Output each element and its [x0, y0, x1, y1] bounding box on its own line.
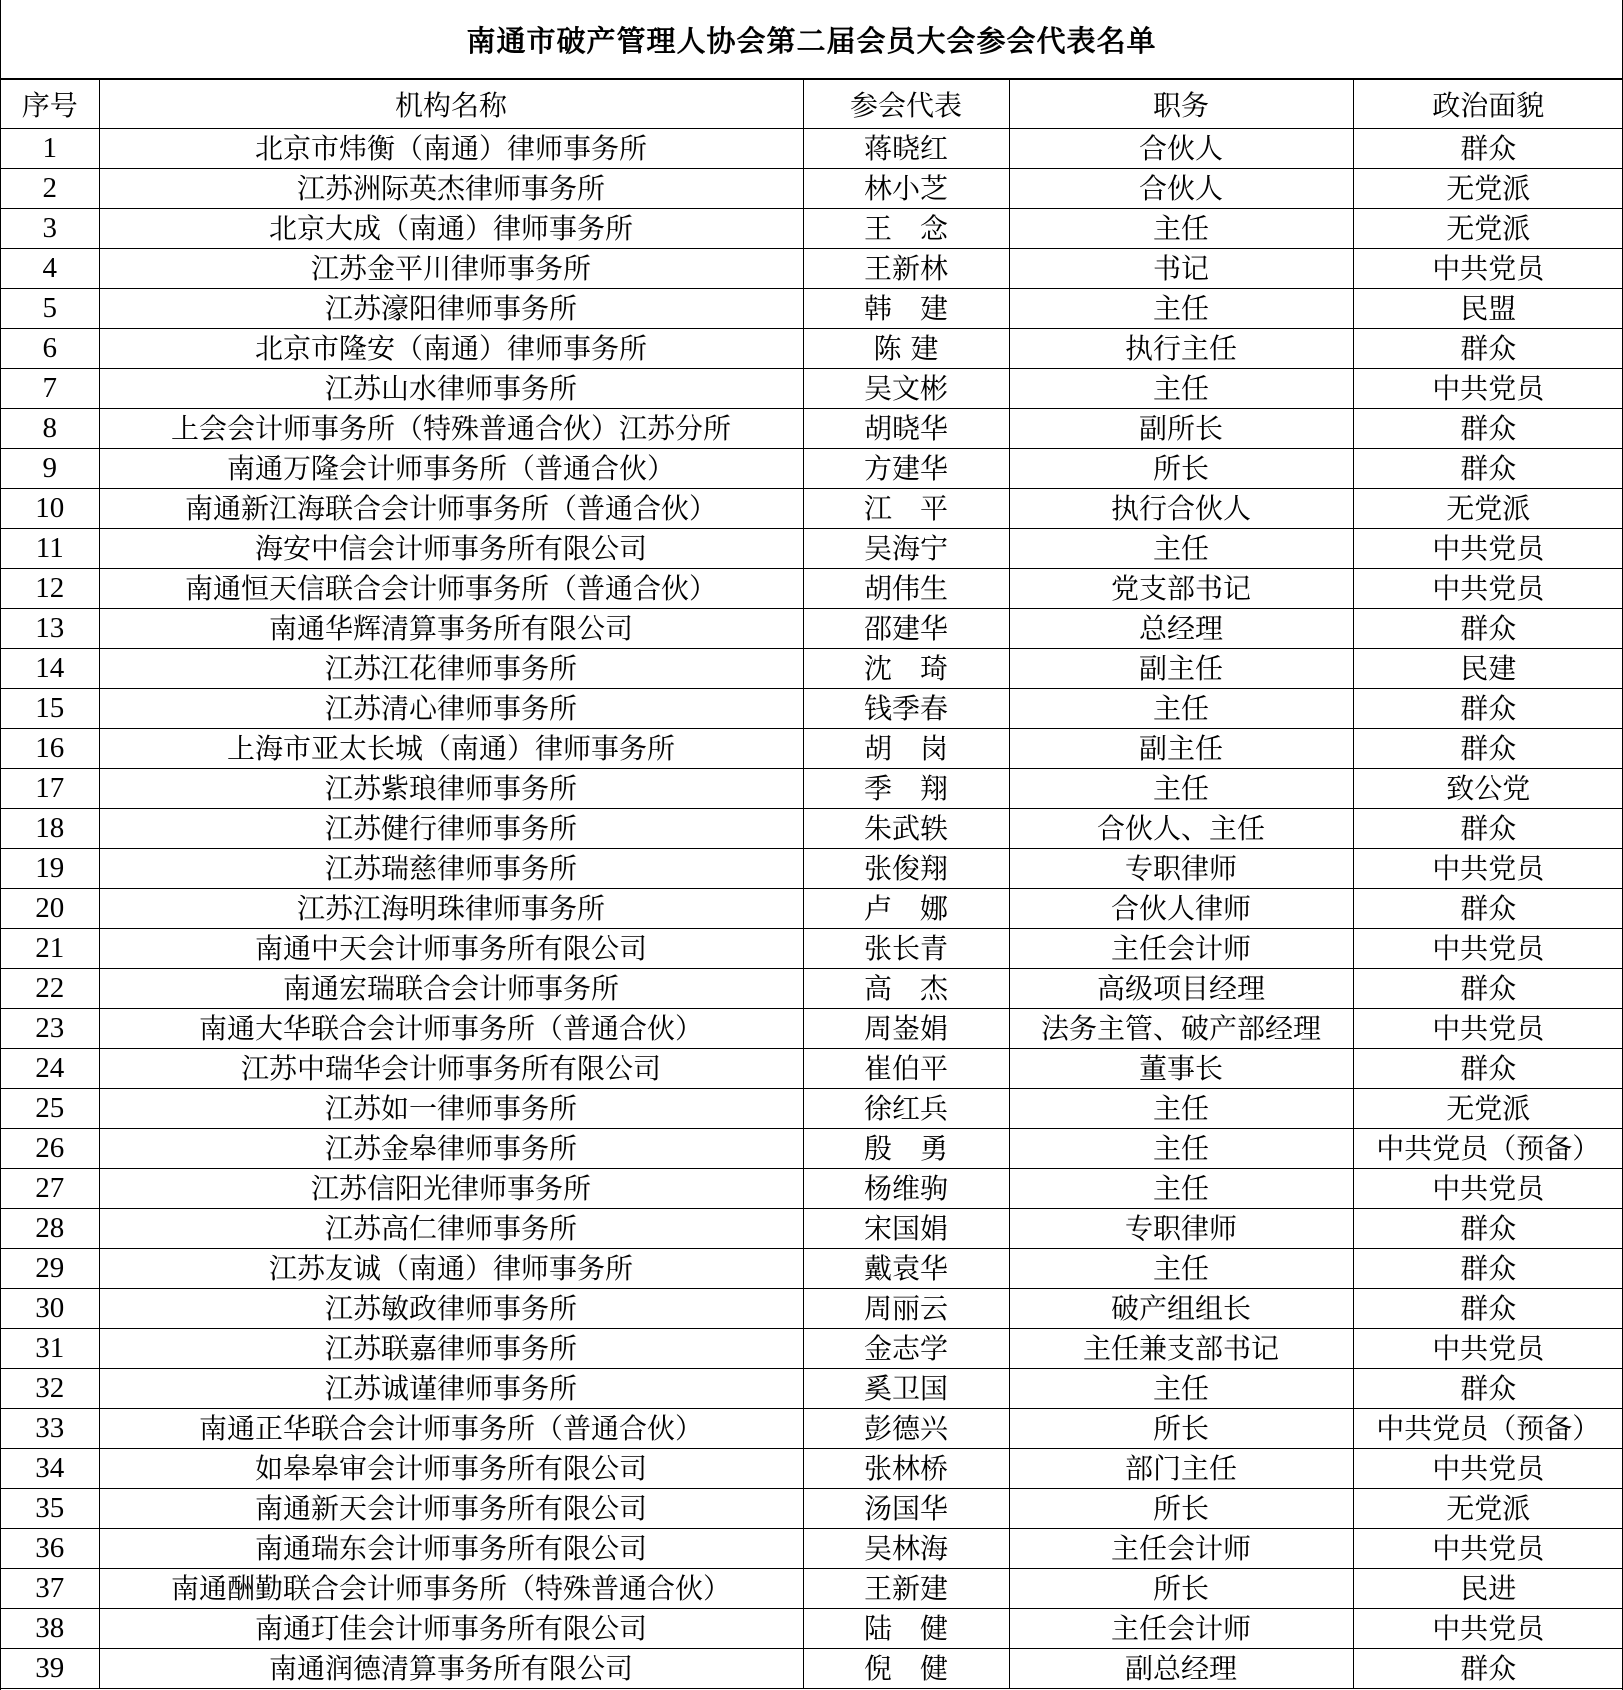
organization-name-cell: 南通正华联合会计师事务所（普通合伙） — [99, 1409, 803, 1449]
table-row — [1, 1569, 1623, 1609]
political-affiliation-cell: 群众 — [1353, 329, 1623, 369]
table-row — [1, 729, 1623, 769]
organization-name-cell: 江苏瑞慈律师事务所 — [99, 849, 803, 889]
position-cell: 合伙人律师 — [1009, 889, 1353, 929]
table-row — [1, 169, 1623, 209]
position-cell: 副总经理 — [1009, 1649, 1353, 1689]
table-row — [1, 1369, 1623, 1409]
political-affiliation-cell: 群众 — [1353, 409, 1623, 449]
serial-number-cell: 21 — [1, 929, 99, 969]
table-row — [1, 409, 1623, 449]
position-cell: 主任 — [1009, 1129, 1353, 1169]
position-cell: 党支部书记 — [1009, 569, 1353, 609]
political-affiliation-cell: 群众 — [1353, 129, 1623, 169]
political-affiliation-cell: 中共党员 — [1353, 1169, 1623, 1209]
serial-number-cell: 39 — [1, 1649, 99, 1689]
delegate-cell: 吴林海 — [803, 1529, 1009, 1569]
table-row — [1, 129, 1623, 169]
table-row — [1, 1129, 1623, 1169]
serial-number-cell: 17 — [1, 769, 99, 809]
serial-number-cell: 37 — [1, 1569, 99, 1609]
delegate-cell: 韩 建 — [803, 289, 1009, 329]
delegate-cell: 倪 健 — [803, 1649, 1009, 1689]
delegate-cell: 胡伟生 — [803, 569, 1009, 609]
position-cell: 副主任 — [1009, 729, 1353, 769]
serial-number-cell: 14 — [1, 649, 99, 689]
delegate-cell: 胡晓华 — [803, 409, 1009, 449]
delegate-cell: 崔伯平 — [803, 1049, 1009, 1089]
position-cell: 所长 — [1009, 1409, 1353, 1449]
table-row — [1, 369, 1623, 409]
table-row — [1, 1089, 1623, 1129]
political-affiliation-cell: 群众 — [1353, 889, 1623, 929]
serial-number-cell: 11 — [1, 529, 99, 569]
organization-name-cell: 江苏江海明珠律师事务所 — [99, 889, 803, 929]
political-affiliation-cell: 群众 — [1353, 1289, 1623, 1329]
header-delegate: 参会代表 — [803, 80, 1009, 129]
table-row — [1, 449, 1623, 489]
organization-name-cell: 江苏诚谨律师事务所 — [99, 1369, 803, 1409]
position-cell: 法务主管、破产部经理 — [1009, 1009, 1353, 1049]
position-cell: 破产组组长 — [1009, 1289, 1353, 1329]
table-row — [1, 1249, 1623, 1289]
delegate-cell: 宋国娟 — [803, 1209, 1009, 1249]
political-affiliation-cell: 群众 — [1353, 689, 1623, 729]
table-row — [1, 609, 1623, 649]
table-row — [1, 1409, 1623, 1449]
position-cell: 总经理 — [1009, 609, 1353, 649]
serial-number-cell: 2 — [1, 169, 99, 209]
organization-name-cell: 北京市炜衡（南通）律师事务所 — [99, 129, 803, 169]
delegate-cell: 金志学 — [803, 1329, 1009, 1369]
serial-number-cell: 6 — [1, 329, 99, 369]
table-row — [1, 1289, 1623, 1329]
serial-number-cell: 18 — [1, 809, 99, 849]
table-row — [1, 1649, 1623, 1689]
serial-number-cell: 10 — [1, 489, 99, 529]
position-cell: 董事长 — [1009, 1049, 1353, 1089]
political-affiliation-cell: 中共党员 — [1353, 849, 1623, 889]
political-affiliation-cell: 群众 — [1353, 1649, 1623, 1689]
organization-name-cell: 如皋皋审会计师事务所有限公司 — [99, 1449, 803, 1489]
political-affiliation-cell: 群众 — [1353, 729, 1623, 769]
organization-name-cell: 南通大华联合会计师事务所（普通合伙） — [99, 1009, 803, 1049]
organization-name-cell: 江苏健行律师事务所 — [99, 809, 803, 849]
position-cell: 主任兼支部书记 — [1009, 1329, 1353, 1369]
position-cell: 主任 — [1009, 1169, 1353, 1209]
organization-name-cell: 江苏山水律师事务所 — [99, 369, 803, 409]
table-row — [1, 1609, 1623, 1649]
table-row — [1, 329, 1623, 369]
position-cell: 主任 — [1009, 689, 1353, 729]
serial-number-cell: 20 — [1, 889, 99, 929]
delegate-cell: 周崟娟 — [803, 1009, 1009, 1049]
delegate-cell: 林小芝 — [803, 169, 1009, 209]
political-affiliation-cell: 民盟 — [1353, 289, 1623, 329]
table-row — [1, 969, 1623, 1009]
serial-number-cell: 24 — [1, 1049, 99, 1089]
organization-name-cell: 南通瑞东会计师事务所有限公司 — [99, 1529, 803, 1569]
header-row — [1, 80, 1623, 129]
serial-number-cell: 30 — [1, 1289, 99, 1329]
organization-name-cell: 南通新江海联合会计师事务所（普通合伙） — [99, 489, 803, 529]
political-affiliation-cell: 中共党员 — [1353, 249, 1623, 289]
serial-number-cell: 8 — [1, 409, 99, 449]
serial-number-cell: 12 — [1, 569, 99, 609]
political-affiliation-cell: 无党派 — [1353, 1089, 1623, 1129]
serial-number-cell: 34 — [1, 1449, 99, 1489]
organization-name-cell: 江苏清心律师事务所 — [99, 689, 803, 729]
delegate-cell: 张俊翔 — [803, 849, 1009, 889]
organization-name-cell: 南通中天会计师事务所有限公司 — [99, 929, 803, 969]
serial-number-cell: 35 — [1, 1489, 99, 1529]
organization-name-cell: 江苏洲际英杰律师事务所 — [99, 169, 803, 209]
position-cell: 副主任 — [1009, 649, 1353, 689]
serial-number-cell: 38 — [1, 1609, 99, 1649]
position-cell: 主任 — [1009, 769, 1353, 809]
position-cell: 专职律师 — [1009, 1209, 1353, 1249]
delegate-cell: 沈 琦 — [803, 649, 1009, 689]
organization-name-cell: 江苏江花律师事务所 — [99, 649, 803, 689]
delegate-cell: 王新建 — [803, 1569, 1009, 1609]
table-row — [1, 209, 1623, 249]
table-row — [1, 1049, 1623, 1089]
organization-name-cell: 南通华辉清算事务所有限公司 — [99, 609, 803, 649]
serial-number-cell: 7 — [1, 369, 99, 409]
position-cell: 合伙人 — [1009, 169, 1353, 209]
serial-number-cell: 13 — [1, 609, 99, 649]
table-row — [1, 1329, 1623, 1369]
serial-number-cell: 5 — [1, 289, 99, 329]
political-affiliation-cell: 无党派 — [1353, 209, 1623, 249]
organization-name-cell: 江苏联嘉律师事务所 — [99, 1329, 803, 1369]
delegate-cell: 江 平 — [803, 489, 1009, 529]
header-position: 职务 — [1009, 80, 1353, 129]
delegate-cell: 季 翔 — [803, 769, 1009, 809]
table-row — [1, 1169, 1623, 1209]
position-cell: 主任 — [1009, 369, 1353, 409]
delegate-cell: 杨维驹 — [803, 1169, 1009, 1209]
serial-number-cell: 19 — [1, 849, 99, 889]
organization-name-cell: 江苏高仁律师事务所 — [99, 1209, 803, 1249]
position-cell: 执行主任 — [1009, 329, 1353, 369]
serial-number-cell: 27 — [1, 1169, 99, 1209]
table-row — [1, 289, 1623, 329]
document-title: 南通市破产管理人协会第二届会员大会参会代表名单 — [1, 0, 1622, 80]
table-row — [1, 1529, 1623, 1569]
position-cell: 所长 — [1009, 1569, 1353, 1609]
organization-name-cell: 上海市亚太长城（南通）律师事务所 — [99, 729, 803, 769]
serial-number-cell: 23 — [1, 1009, 99, 1049]
political-affiliation-cell: 群众 — [1353, 969, 1623, 1009]
serial-number-cell: 26 — [1, 1129, 99, 1169]
position-cell: 主任 — [1009, 289, 1353, 329]
political-affiliation-cell: 中共党员 — [1353, 569, 1623, 609]
position-cell: 主任会计师 — [1009, 1529, 1353, 1569]
political-affiliation-cell: 无党派 — [1353, 489, 1623, 529]
serial-number-cell: 33 — [1, 1409, 99, 1449]
delegate-cell: 方建华 — [803, 449, 1009, 489]
position-cell: 书记 — [1009, 249, 1353, 289]
political-affiliation-cell: 中共党员（预备） — [1353, 1129, 1623, 1169]
position-cell: 部门主任 — [1009, 1449, 1353, 1489]
serial-number-cell: 16 — [1, 729, 99, 769]
political-affiliation-cell: 民进 — [1353, 1569, 1623, 1609]
political-affiliation-cell: 群众 — [1353, 1249, 1623, 1289]
position-cell: 主任 — [1009, 209, 1353, 249]
organization-name-cell: 江苏金平川律师事务所 — [99, 249, 803, 289]
serial-number-cell: 29 — [1, 1249, 99, 1289]
political-affiliation-cell: 中共党员 — [1353, 929, 1623, 969]
table-row — [1, 889, 1623, 929]
header-political-affiliation: 政治面貌 — [1353, 80, 1623, 129]
organization-name-cell: 江苏信阳光律师事务所 — [99, 1169, 803, 1209]
political-affiliation-cell: 中共党员 — [1353, 1009, 1623, 1049]
delegate-cell: 戴袁华 — [803, 1249, 1009, 1289]
delegate-cell: 王 念 — [803, 209, 1009, 249]
political-affiliation-cell: 中共党员 — [1353, 1529, 1623, 1569]
political-affiliation-cell: 民建 — [1353, 649, 1623, 689]
position-cell: 主任会计师 — [1009, 1609, 1353, 1649]
serial-number-cell: 1 — [1, 129, 99, 169]
delegate-cell: 王新林 — [803, 249, 1009, 289]
delegate-cell: 周丽云 — [803, 1289, 1009, 1329]
delegate-cell: 徐红兵 — [803, 1089, 1009, 1129]
organization-name-cell: 南通玎佳会计师事务所有限公司 — [99, 1609, 803, 1649]
delegate-cell: 殷 勇 — [803, 1129, 1009, 1169]
organization-name-cell: 北京市隆安（南通）律师事务所 — [99, 329, 803, 369]
table-row — [1, 489, 1623, 529]
position-cell: 合伙人 — [1009, 129, 1353, 169]
political-affiliation-cell: 群众 — [1353, 809, 1623, 849]
header-organization-name: 机构名称 — [99, 80, 803, 129]
political-affiliation-cell: 群众 — [1353, 1209, 1623, 1249]
delegate-cell: 陈 建 — [803, 329, 1009, 369]
table-row — [1, 929, 1623, 969]
delegate-cell: 张长青 — [803, 929, 1009, 969]
delegate-cell: 邵建华 — [803, 609, 1009, 649]
organization-name-cell: 江苏中瑞华会计师事务所有限公司 — [99, 1049, 803, 1089]
serial-number-cell: 36 — [1, 1529, 99, 1569]
table-row — [1, 529, 1623, 569]
serial-number-cell: 32 — [1, 1369, 99, 1409]
position-cell: 主任 — [1009, 1249, 1353, 1289]
serial-number-cell: 28 — [1, 1209, 99, 1249]
delegate-cell: 吴文彬 — [803, 369, 1009, 409]
organization-name-cell: 南通新天会计师事务所有限公司 — [99, 1489, 803, 1529]
position-cell: 所长 — [1009, 1489, 1353, 1529]
table-row — [1, 1209, 1623, 1249]
organization-name-cell: 江苏如一律师事务所 — [99, 1089, 803, 1129]
organization-name-cell: 南通酬勤联合会计师事务所（特殊普通合伙） — [99, 1569, 803, 1609]
political-affiliation-cell: 中共党员 — [1353, 1609, 1623, 1649]
table-body — [1, 129, 1623, 1689]
political-affiliation-cell: 群众 — [1353, 1369, 1623, 1409]
position-cell: 高级项目经理 — [1009, 969, 1353, 1009]
table-row — [1, 689, 1623, 729]
political-affiliation-cell: 无党派 — [1353, 169, 1623, 209]
delegate-cell: 钱季春 — [803, 689, 1009, 729]
organization-name-cell: 江苏濠阳律师事务所 — [99, 289, 803, 329]
table-row — [1, 1449, 1623, 1489]
serial-number-cell: 22 — [1, 969, 99, 1009]
delegate-cell: 卢 娜 — [803, 889, 1009, 929]
organization-name-cell: 江苏敏政律师事务所 — [99, 1289, 803, 1329]
table-row — [1, 849, 1623, 889]
organization-name-cell: 北京大成（南通）律师事务所 — [99, 209, 803, 249]
delegate-cell: 陆 健 — [803, 1609, 1009, 1649]
political-affiliation-cell: 群众 — [1353, 609, 1623, 649]
position-cell: 副所长 — [1009, 409, 1353, 449]
political-affiliation-cell: 群众 — [1353, 1049, 1623, 1089]
position-cell: 执行合伙人 — [1009, 489, 1353, 529]
position-cell: 主任 — [1009, 1369, 1353, 1409]
political-affiliation-cell: 中共党员 — [1353, 1329, 1623, 1369]
table-row — [1, 649, 1623, 689]
political-affiliation-cell: 群众 — [1353, 449, 1623, 489]
position-cell: 主任会计师 — [1009, 929, 1353, 969]
organization-name-cell: 南通润德清算事务所有限公司 — [99, 1649, 803, 1689]
position-cell: 主任 — [1009, 529, 1353, 569]
header-serial-number: 序号 — [1, 80, 99, 129]
organization-name-cell: 海安中信会计师事务所有限公司 — [99, 529, 803, 569]
delegate-cell: 朱武轶 — [803, 809, 1009, 849]
serial-number-cell: 31 — [1, 1329, 99, 1369]
serial-number-cell: 3 — [1, 209, 99, 249]
table-row — [1, 809, 1623, 849]
serial-number-cell: 25 — [1, 1089, 99, 1129]
political-affiliation-cell: 中共党员 — [1353, 369, 1623, 409]
political-affiliation-cell: 中共党员 — [1353, 529, 1623, 569]
table-row — [1, 569, 1623, 609]
table-row — [1, 769, 1623, 809]
delegate-cell: 彭德兴 — [803, 1409, 1009, 1449]
table-row — [1, 1489, 1623, 1529]
political-affiliation-cell: 中共党员 — [1353, 1449, 1623, 1489]
organization-name-cell: 南通宏瑞联合会计师事务所 — [99, 969, 803, 1009]
table-row — [1, 1009, 1623, 1049]
serial-number-cell: 9 — [1, 449, 99, 489]
organization-name-cell: 江苏紫琅律师事务所 — [99, 769, 803, 809]
serial-number-cell: 4 — [1, 249, 99, 289]
organization-name-cell: 江苏友诚（南通）律师事务所 — [99, 1249, 803, 1289]
political-affiliation-cell: 中共党员（预备） — [1353, 1409, 1623, 1449]
organization-name-cell: 江苏金皋律师事务所 — [99, 1129, 803, 1169]
delegate-cell: 高 杰 — [803, 969, 1009, 1009]
serial-number-cell: 15 — [1, 689, 99, 729]
delegate-cell: 奚卫国 — [803, 1369, 1009, 1409]
political-affiliation-cell: 致公党 — [1353, 769, 1623, 809]
position-cell: 合伙人、主任 — [1009, 809, 1353, 849]
delegate-cell: 蒋晓红 — [803, 129, 1009, 169]
delegate-cell: 张林桥 — [803, 1449, 1009, 1489]
delegate-cell: 汤国华 — [803, 1489, 1009, 1529]
delegate-cell: 吴海宁 — [803, 529, 1009, 569]
political-affiliation-cell: 无党派 — [1353, 1489, 1623, 1529]
organization-name-cell: 上会会计师事务所（特殊普通合伙）江苏分所 — [99, 409, 803, 449]
position-cell: 专职律师 — [1009, 849, 1353, 889]
table-row — [1, 249, 1623, 289]
delegate-cell: 胡 岗 — [803, 729, 1009, 769]
delegate-table — [1, 80, 1623, 1689]
organization-name-cell: 南通万隆会计师事务所（普通合伙） — [99, 449, 803, 489]
organization-name-cell: 南通恒天信联合会计师事务所（普通合伙） — [99, 569, 803, 609]
position-cell: 主任 — [1009, 1089, 1353, 1129]
position-cell: 所长 — [1009, 449, 1353, 489]
